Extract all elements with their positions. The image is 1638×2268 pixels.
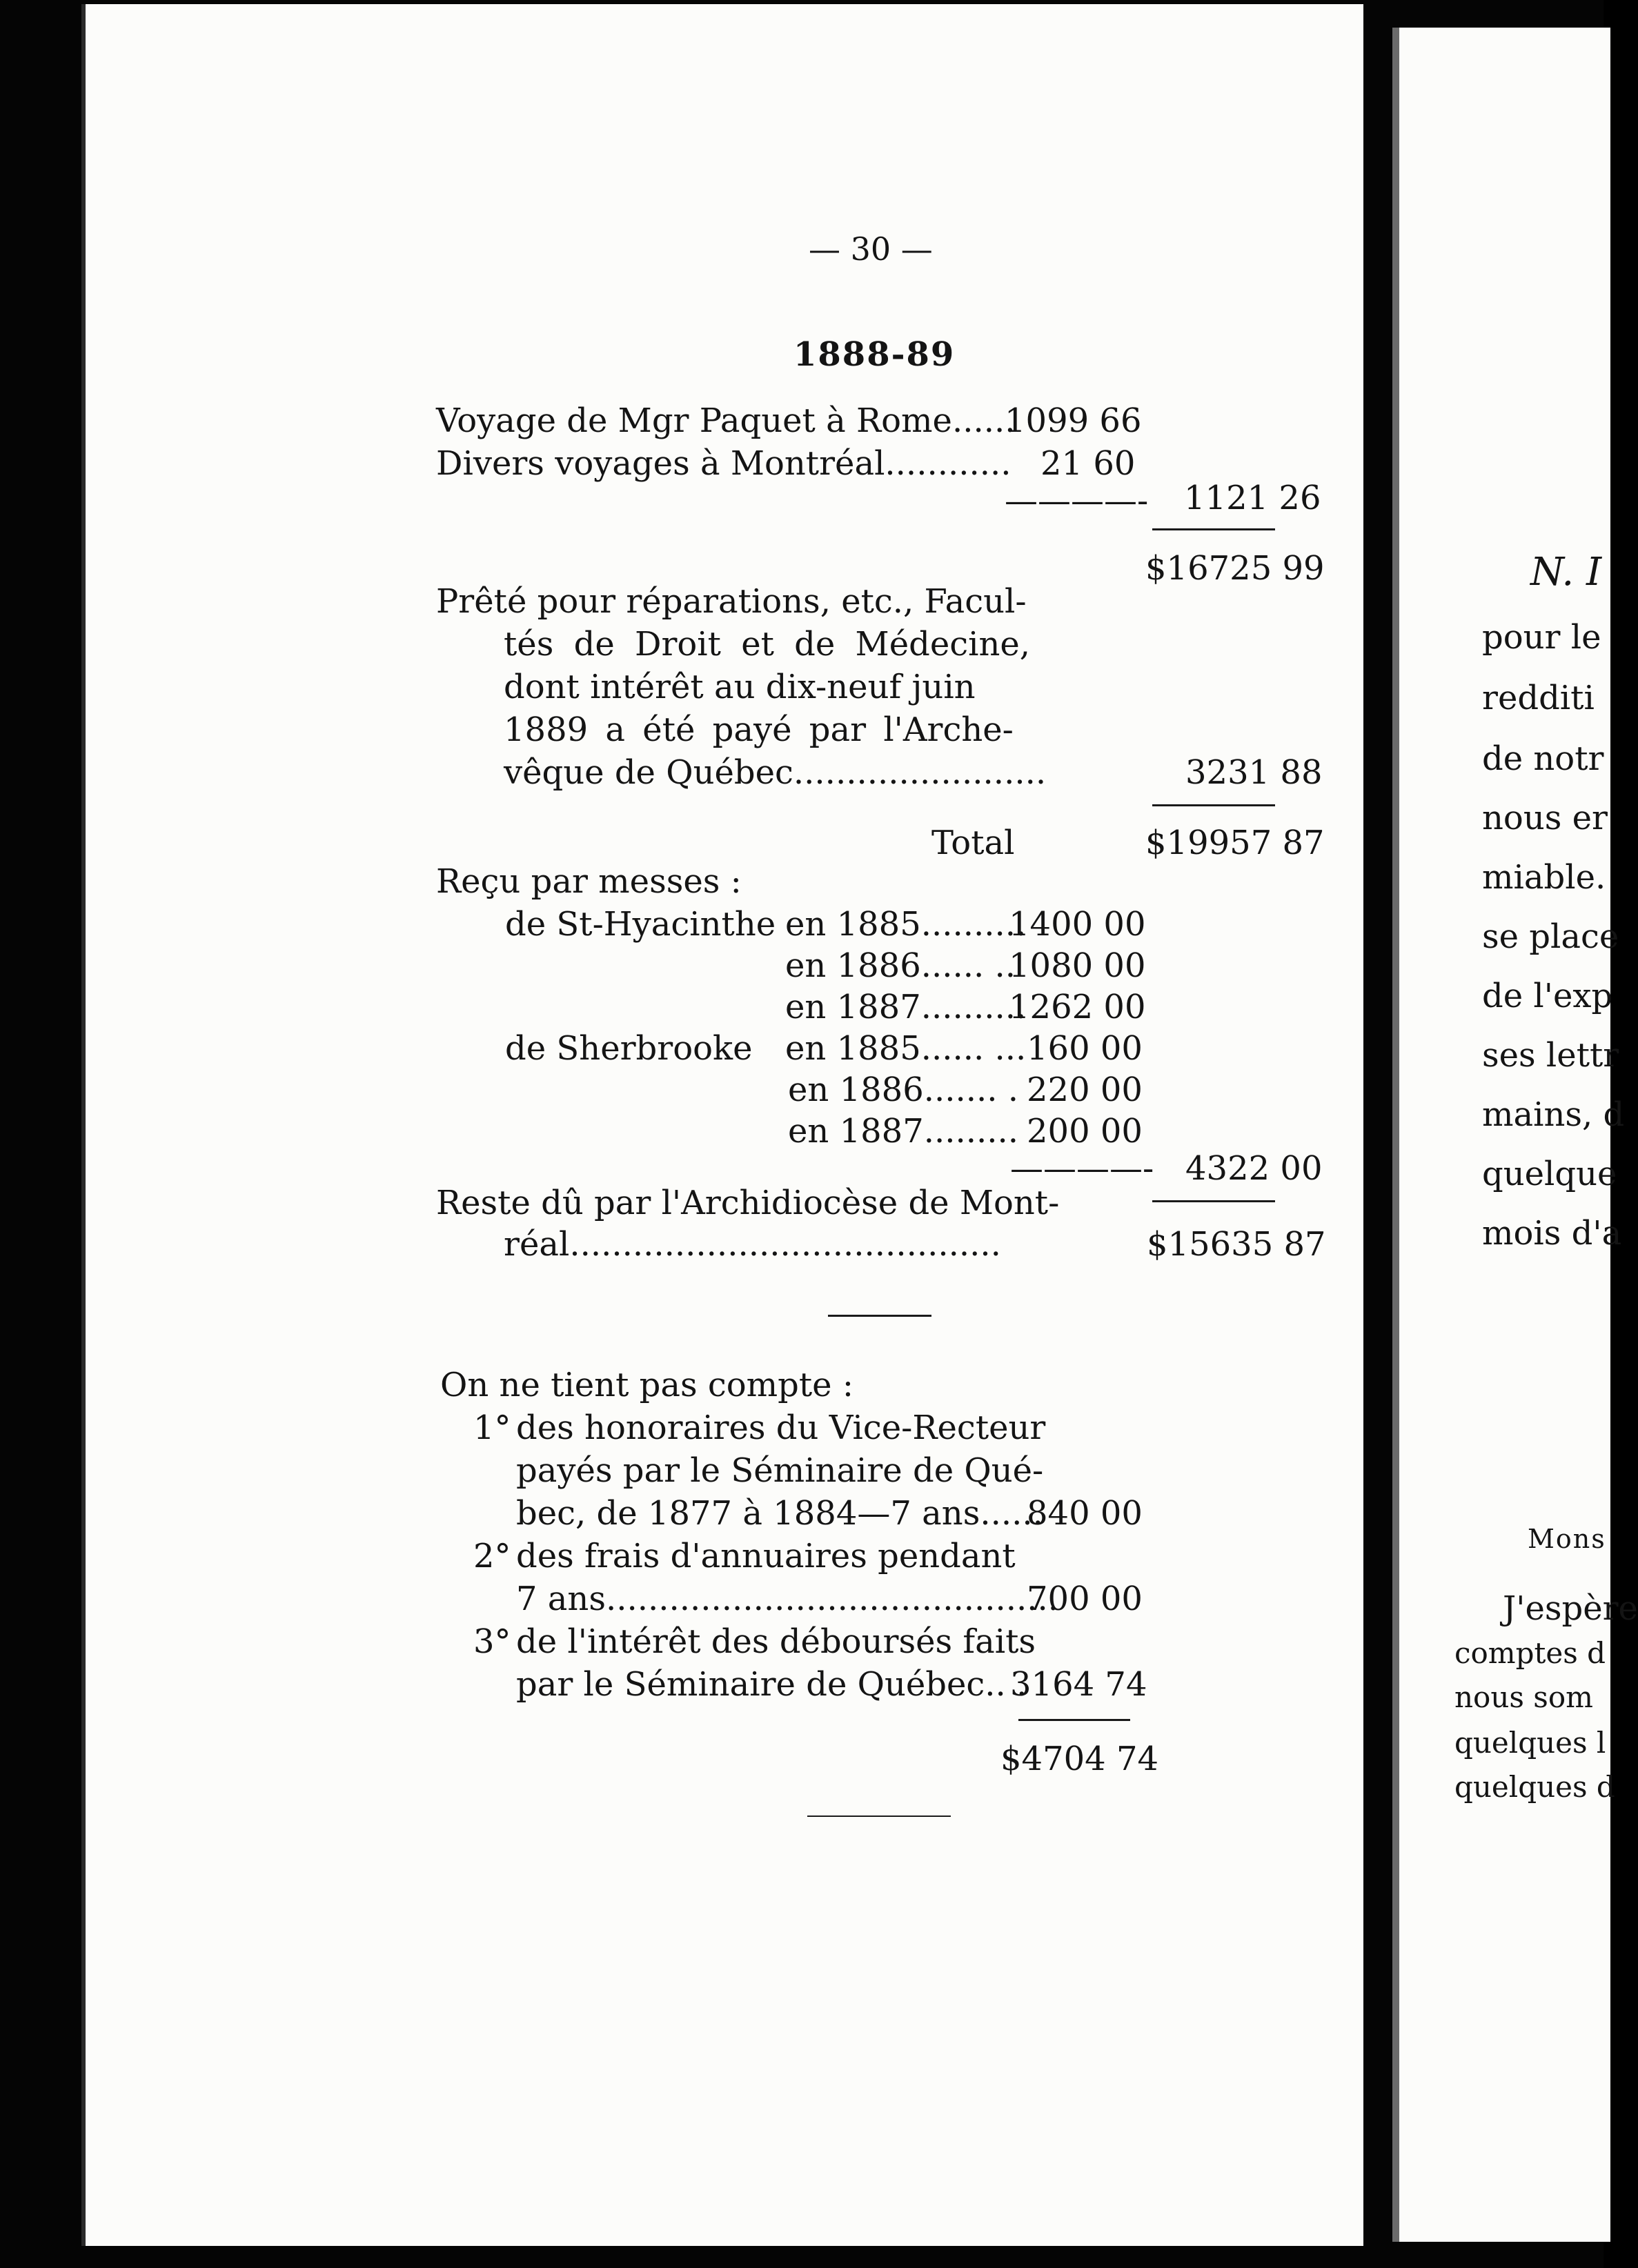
- right-page-text: mains, d: [1482, 1095, 1625, 1134]
- recu-place: de Sherbrooke: [505, 1029, 753, 1068]
- recu-year: en 1886....... .: [788, 1071, 1019, 1109]
- right-page-text: Mons: [1528, 1524, 1606, 1554]
- note-line: de l'intérêt des déboursés faits: [516, 1622, 1036, 1661]
- note-amount: 840 00: [1027, 1494, 1143, 1533]
- note-heading: On ne tient pas compte :: [440, 1366, 853, 1404]
- right-page-text: redditi: [1482, 679, 1595, 717]
- right-page-text: quelques d: [1454, 1770, 1615, 1804]
- note-line: des frais d'annuaires pendant: [516, 1537, 1016, 1575]
- prete-line-4: 1889 a été payé par l'Arche-: [504, 710, 1014, 749]
- running-total: $16725 99: [1145, 549, 1325, 588]
- total-label: Total: [931, 824, 1015, 862]
- note-line: des honoraires du Vice-Recteur: [516, 1409, 1046, 1447]
- right-page-text: N. I: [1530, 550, 1602, 595]
- voyages-subtotal: 1121 26: [1184, 479, 1321, 517]
- voyage-rome-label: Voyage de Mgr Paquet à Rome......: [436, 401, 1016, 440]
- section-divider: [807, 1816, 951, 1817]
- note-line: payés par le Séminaire de Qué-: [516, 1451, 1044, 1490]
- right-page-text: se place: [1482, 917, 1619, 956]
- prete-amount: 3231 88: [1185, 753, 1323, 792]
- reste-line-1: Reste dû par l'Archidiocèse de Mont-: [436, 1184, 1060, 1222]
- right-page-text: miable.: [1482, 858, 1606, 897]
- recu-year: en 1887.........: [788, 1112, 1019, 1151]
- recu-place: de St-Hyacinthe: [505, 905, 776, 944]
- voyage-montreal-amount: 21 60: [1040, 444, 1136, 483]
- rule: [1152, 528, 1275, 530]
- right-page-text: mois d'a: [1482, 1214, 1622, 1253]
- recu-year: en 1886...... ..: [785, 946, 1016, 985]
- recu-amount: 1400 00: [1009, 905, 1146, 944]
- recu-amount: 1262 00: [1009, 988, 1146, 1026]
- left-page: [81, 4, 1363, 2246]
- recu-amount: 1080 00: [1009, 946, 1146, 985]
- rule: [1152, 804, 1275, 806]
- note-line: par le Séminaire de Québec.. .: [516, 1665, 1027, 1704]
- right-page-text: pour le: [1482, 618, 1601, 657]
- recu-year: en 1885..........: [785, 905, 1027, 944]
- page-number: — 30 —: [809, 230, 933, 268]
- note-num: 2°: [473, 1537, 511, 1575]
- right-page-text: comptes d: [1454, 1636, 1606, 1670]
- right-page-text: de notr: [1482, 739, 1604, 778]
- right-page-text: nous som: [1454, 1680, 1593, 1714]
- recu-amount: 220 00: [1027, 1071, 1143, 1109]
- reste-line-2: réal.........................................: [504, 1225, 1001, 1264]
- recu-total: 4322 00: [1185, 1149, 1323, 1188]
- recu-heading: Reçu par messes :: [436, 862, 742, 901]
- prete-line-5: vêque de Québec........................: [504, 753, 1047, 792]
- prete-line-1: Prêté pour réparations, etc., Facul-: [436, 582, 1027, 621]
- section-heading: 1888-89: [793, 335, 956, 374]
- note-num: 1°: [473, 1409, 511, 1447]
- recu-dash: ————-: [1010, 1149, 1154, 1188]
- rule: [1018, 1719, 1130, 1721]
- recu-amount: 160 00: [1027, 1029, 1143, 1068]
- right-page-text: de l'exp: [1482, 977, 1613, 1015]
- voyage-rome-amount: 1099 66: [1005, 401, 1142, 440]
- note-num: 3°: [473, 1622, 511, 1661]
- right-page-text: quelques l: [1454, 1726, 1606, 1760]
- rule: [1152, 1200, 1275, 1202]
- recu-amount: 200 00: [1027, 1112, 1143, 1151]
- right-page-text: J'espère: [1503, 1589, 1638, 1628]
- note-amount: 700 00: [1027, 1580, 1143, 1618]
- right-page-fragment: [1392, 28, 1638, 2242]
- right-page-text: nous er: [1482, 799, 1608, 837]
- note-total: $4704 74: [1000, 1740, 1159, 1778]
- recu-year: en 1885...... ...: [785, 1029, 1027, 1068]
- note-line: 7 ans...........................................: [516, 1580, 1059, 1618]
- voyages-dash: ————-: [1005, 481, 1149, 520]
- reste-amount: $15635 87: [1147, 1225, 1326, 1264]
- note-line: bec, de 1877 à 1884—7 ans......: [516, 1494, 1043, 1533]
- prete-line-2: tés de Droit et de Médecine,: [504, 625, 1031, 664]
- section-divider: [828, 1315, 931, 1317]
- note-amount: 3164 74: [1010, 1665, 1147, 1704]
- right-page-text: ses lettr: [1482, 1036, 1619, 1075]
- voyage-montreal-label: Divers voyages à Montréal............: [436, 444, 1012, 483]
- total-amount: $19957 87: [1145, 824, 1325, 862]
- prete-line-3: dont intérêt au dix-neuf juin: [504, 668, 976, 706]
- right-page-text: quelque: [1482, 1155, 1617, 1193]
- recu-year: en 1887..........: [785, 988, 1027, 1026]
